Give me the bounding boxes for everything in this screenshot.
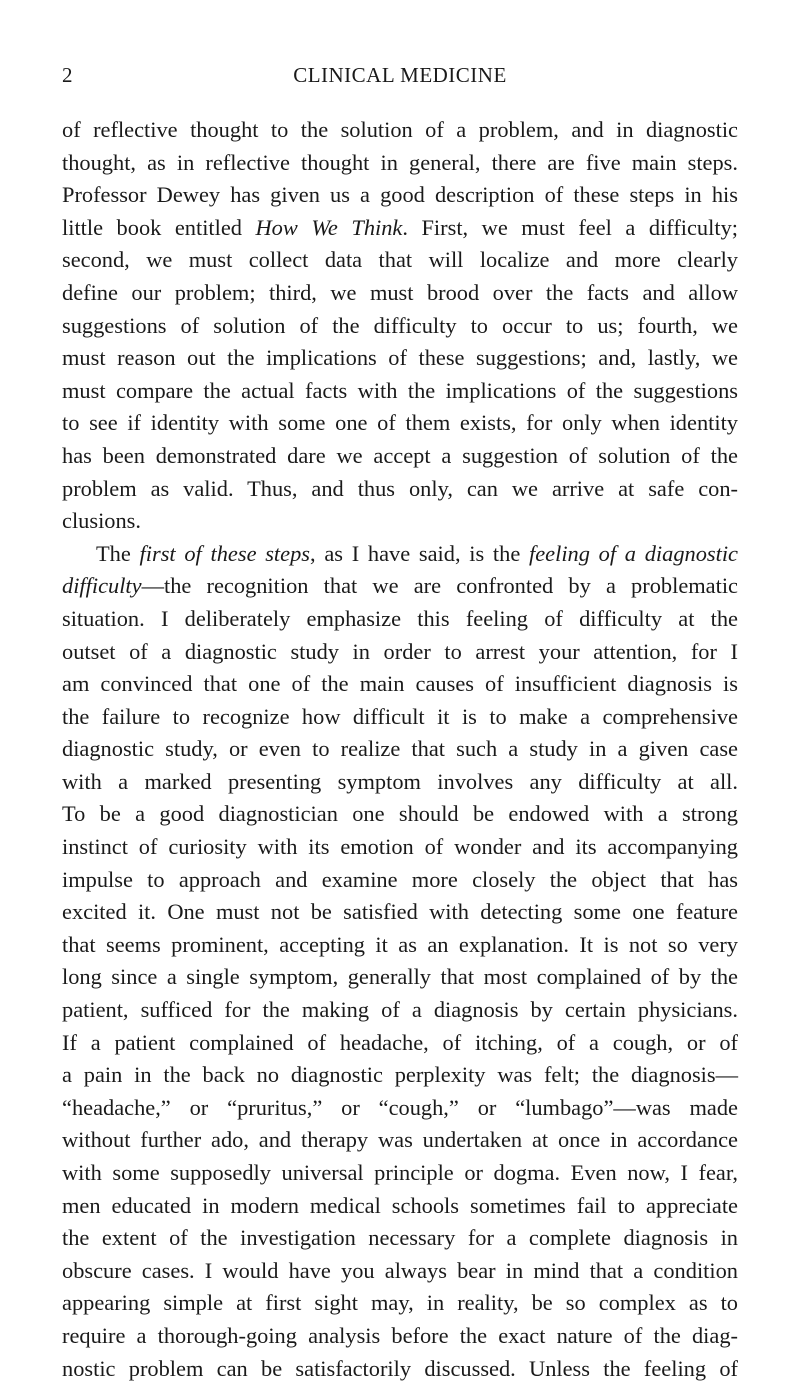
text-line [62, 179, 738, 212]
text-segment: “headache,” or “pruritus,” or “cough,” or “lumbago”—was made [62, 1094, 738, 1120]
text-line [62, 961, 738, 994]
text-segment: instinct of curiosity with its emotion of wonder and its accompanying [62, 834, 738, 860]
text-segment: diagnostic study, or even to realize that such a study in a given case [62, 736, 738, 762]
text-segment: problem as valid. Thus, and thus only, can we arrive at safe con- [62, 475, 738, 501]
italic-text: difficulty [62, 573, 142, 599]
text-segment: obscure cases. I would have you always bear in mind that a condition [62, 1257, 738, 1283]
text-segment: Professor Dewey has given us a good description of these steps in his [62, 182, 738, 208]
text-segment: must reason out the implications of these suggestions; and, lastly, we [62, 345, 738, 371]
text-segment: men educated in modern medical schools sometimes fail to appreciate [62, 1192, 738, 1218]
text-segment: has been demonstrated dare we accept a suggestion of solution of the [62, 442, 738, 468]
text-line [62, 440, 738, 473]
text-segment: clusions. [62, 508, 141, 534]
text-segment: excited it. One must not be satisfied with detecting some one feature [62, 899, 738, 925]
text-segment: outset of a diagnostic study in order to arrest your attention, for I [62, 638, 738, 664]
text-line [62, 1124, 738, 1157]
text-segment: appearing simple at first sight may, in reality, be so complex as to [62, 1290, 738, 1316]
text-segment: nostic problem can be satisfactorily discussed. Unless the feeling of [62, 1355, 738, 1381]
text-segment: . First, we must feel a difficulty; [402, 214, 738, 240]
text-line [62, 1157, 738, 1190]
text-line [62, 277, 738, 310]
page-number: 2 [62, 63, 73, 87]
text-line [62, 994, 738, 1027]
text-line [62, 407, 738, 440]
text-line [62, 1190, 738, 1223]
text-segment: patient, sufficed for the making of a diagnosis by certain physicians. [62, 997, 738, 1023]
text-line [62, 244, 738, 277]
text-segment: require a thorough-going analysis before the exact nature of the diag- [62, 1322, 738, 1348]
italic-text: feeling of a diagnostic [529, 540, 738, 566]
running-head [62, 58, 738, 92]
text-line [62, 1287, 738, 1320]
text-line [62, 766, 738, 799]
text-line [62, 147, 738, 180]
text-segment: the failure to recognize how difficult it is to make a comprehensive [62, 703, 738, 729]
text-line [62, 831, 738, 864]
text-line [62, 1255, 738, 1288]
text-line [62, 1059, 738, 1092]
text-segment: of reflective thought to the solution of a problem, and in diagnostic [62, 117, 738, 142]
italic-text: How We Think [255, 214, 403, 240]
text-line [62, 212, 738, 245]
text-line [62, 1222, 738, 1255]
text-segment: without further ado, and therapy was undertaken at once in accordance [62, 1127, 738, 1153]
text-line [62, 733, 738, 766]
text-line [62, 505, 738, 538]
text-segment: with some supposedly universal principle or dogma. Even now, I fear, [62, 1160, 738, 1185]
text-segment: long since a single symptom, generally that most complained of by the [62, 964, 738, 990]
text-segment: am convinced that one of the main causes of insufficient diagnosis is [62, 671, 738, 697]
text-line [62, 310, 738, 343]
text-segment: impulse to approach and examine more closely the object that has [62, 866, 738, 892]
text-line [62, 864, 738, 897]
text-line [62, 929, 738, 962]
book-page [62, 58, 738, 1385]
text-segment: —the recognition that we are confronted by a problematic [141, 573, 738, 599]
text-segment: must compare the actual facts with the implications of the suggestions [62, 377, 738, 403]
text-line [62, 701, 738, 734]
text-line [62, 798, 738, 831]
text-line [62, 1353, 738, 1385]
text-line [62, 668, 738, 701]
body-text [62, 114, 738, 1385]
text-segment: To be a good diagnostician one should be endowed with a strong [62, 801, 738, 827]
text-line [62, 538, 738, 571]
text-segment: define our problem; third, we must brood over the facts and allow [62, 279, 738, 305]
text-line [62, 114, 738, 147]
text-line [62, 1092, 738, 1125]
text-line [62, 342, 738, 375]
text-segment: , as I have said, is the [310, 540, 529, 566]
text-line [62, 636, 738, 669]
italic-text: first of these steps [139, 540, 311, 566]
text-line [62, 1027, 738, 1060]
text-line [62, 570, 738, 603]
text-segment: with a marked presenting symptom involves any difficulty at all. [62, 768, 738, 794]
text-line [62, 603, 738, 636]
text-segment: If a patient complained of headache, of itching, of a cough, or of [62, 1029, 738, 1055]
text-segment: thought, as in reflective thought in general, there are five main steps. [62, 149, 738, 175]
text-segment: second, we must collect data that will localize and more clearly [62, 247, 738, 273]
text-segment: that seems prominent, accepting it as an explanation. It is not so very [62, 931, 738, 957]
text-line [62, 896, 738, 929]
text-segment: suggestions of solution of the difficulty to occur to us; fourth, we [62, 312, 738, 338]
text-segment: The [96, 540, 140, 566]
text-segment: the extent of the investigation necessary for a complete diagnosis in [62, 1225, 738, 1251]
text-segment: to see if identity with some one of them exists, for only when identity [62, 410, 738, 436]
running-title: CLINICAL MEDICINE [293, 63, 507, 87]
text-line [62, 473, 738, 506]
text-line [62, 375, 738, 408]
text-segment: a pain in the back no diagnostic perplexity was felt; the diagnosis— [62, 1062, 738, 1088]
text-segment: situation. I deliberately emphasize this feeling of difficulty at the [62, 605, 738, 631]
text-segment: little book entitled [62, 214, 256, 240]
